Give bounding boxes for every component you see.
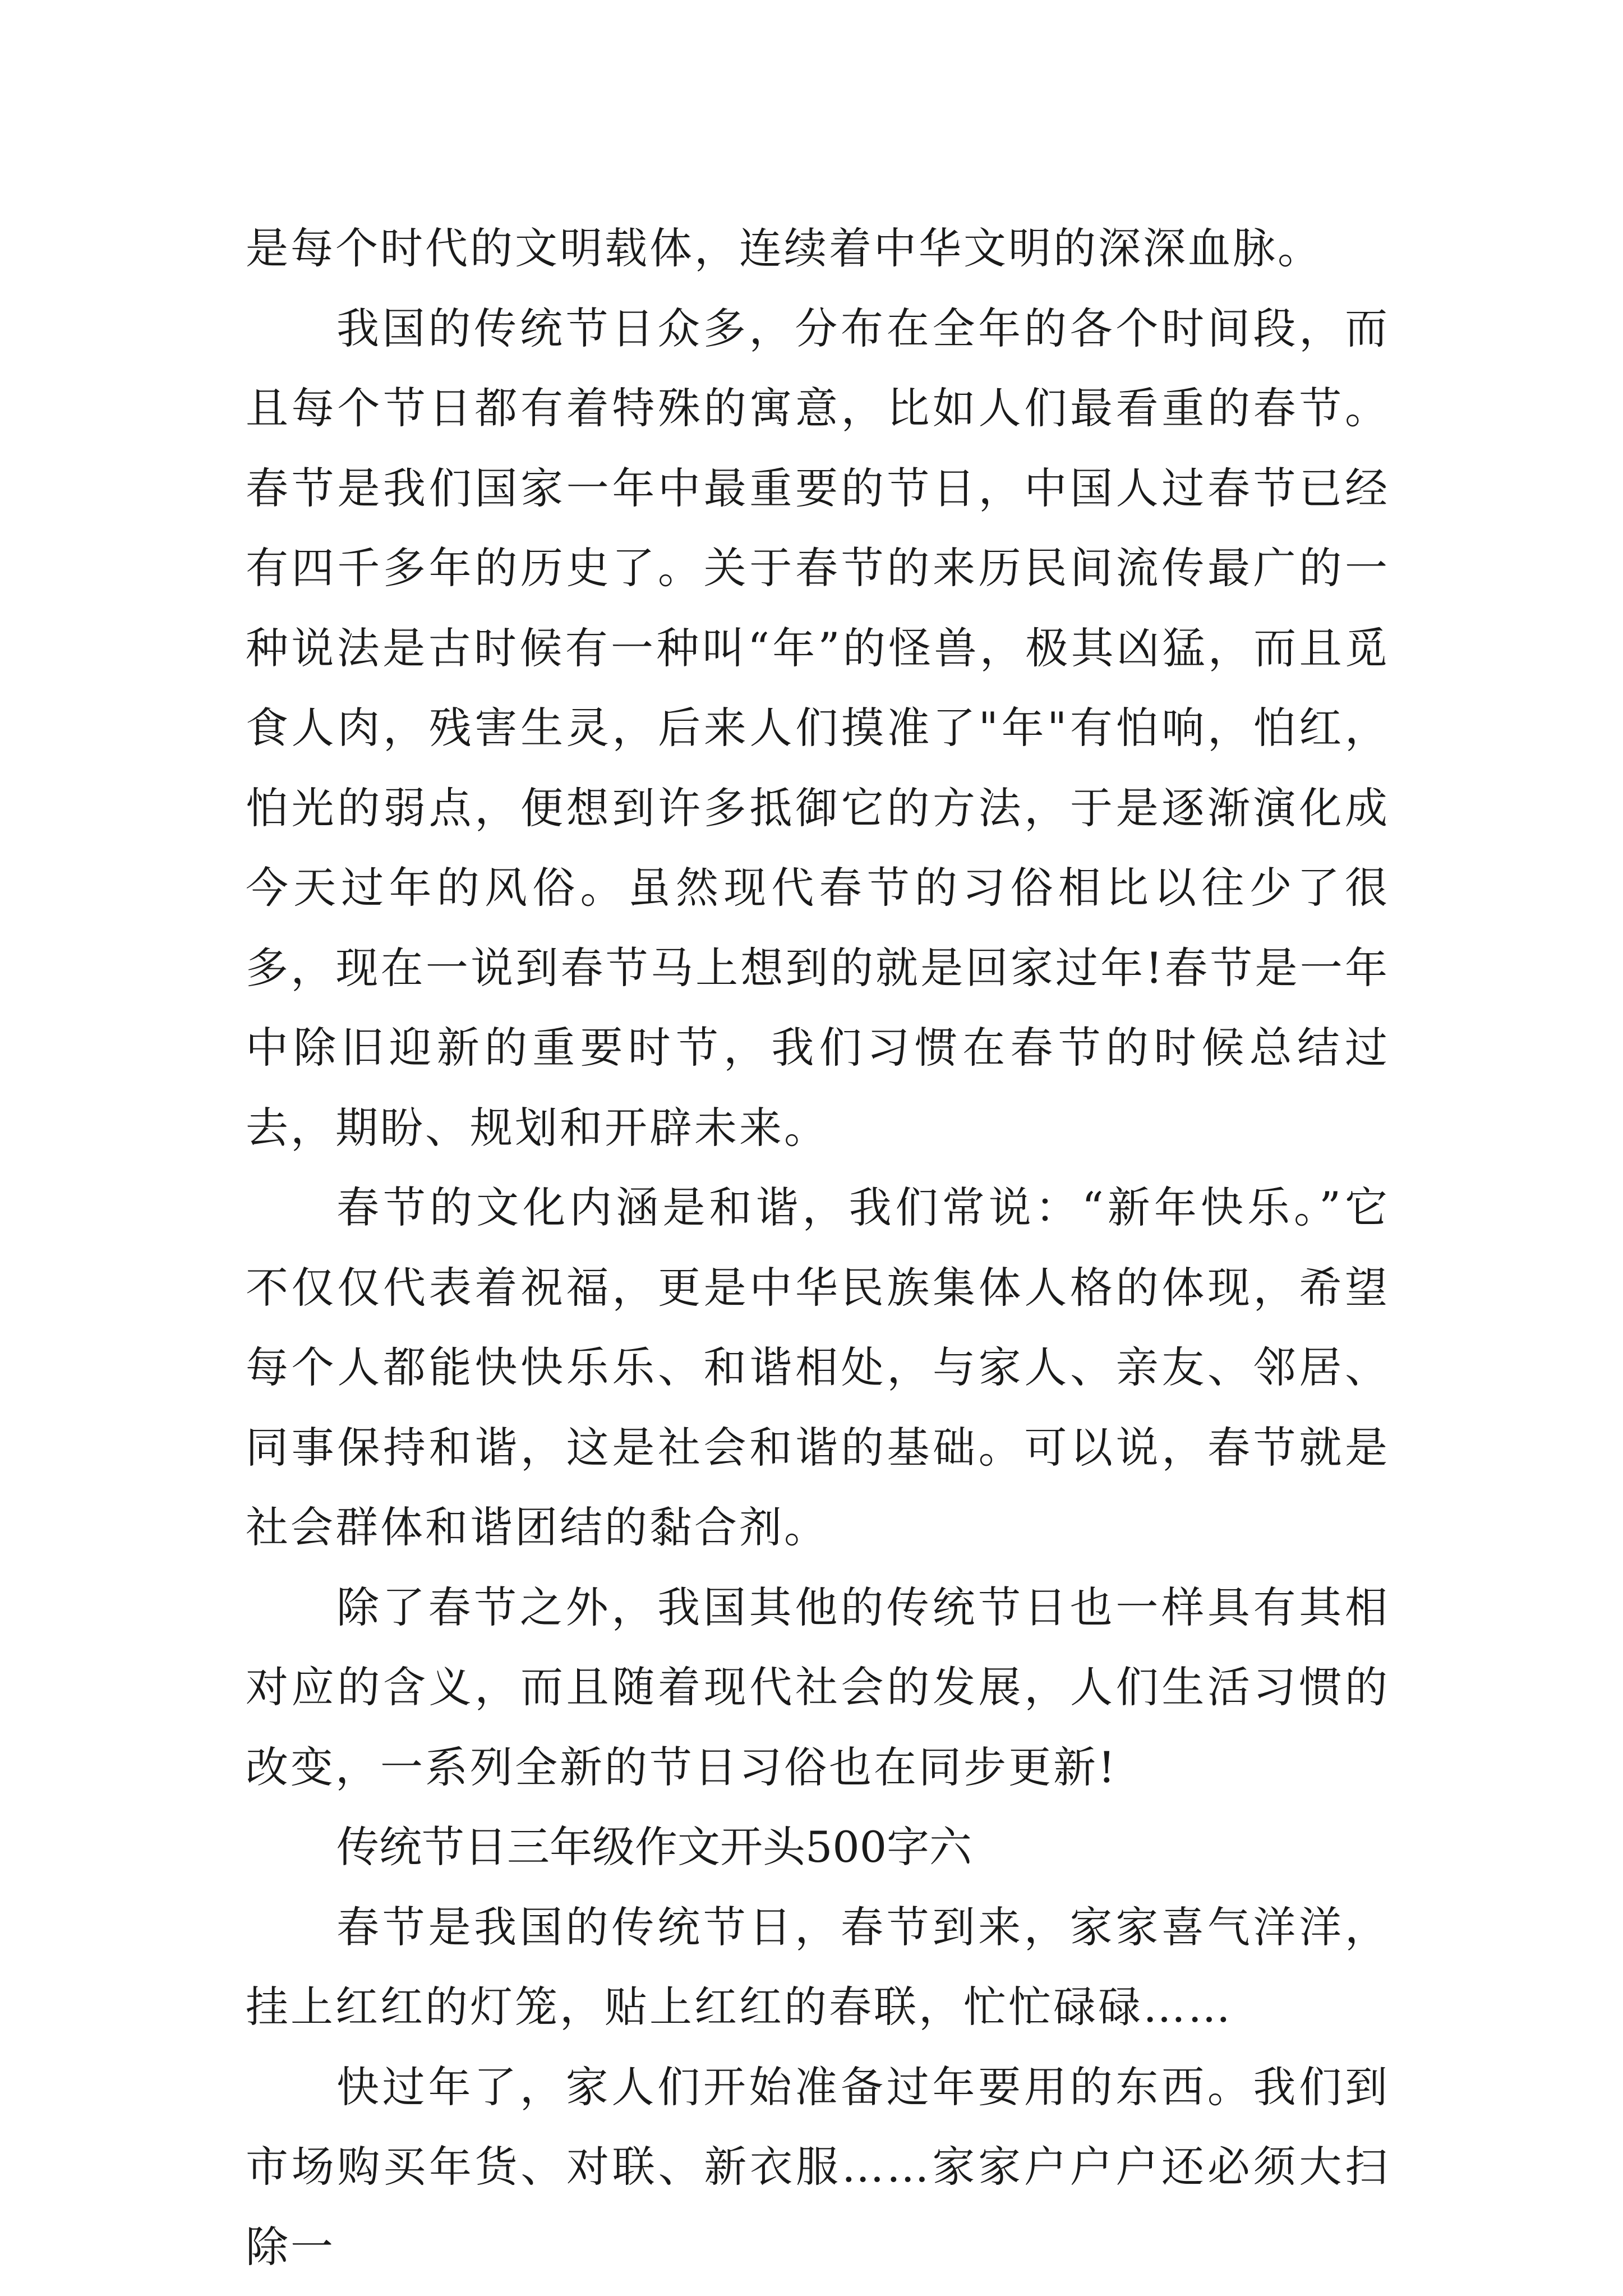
paragraph-other-festivals: 除了春节之外，我国其他的传统节日也一样具有其相对应的含义，而且随着现代社会的发展，人们生活习惯的改变，一系列全新的节日习俗也在同步更新! — [246, 1582, 1390, 1792]
paragraph-spring-festival-arrives: 春节是我国的传统节日，春节到来，家家喜气洋洋，挂上红红的灯笼，贴上红红的春联，忙忙碌碌…… — [246, 1902, 1390, 2032]
essay-heading: 传统节日三年级作文开头500字六 — [336, 1822, 972, 1872]
paragraph-spring-festival-harmony: 春节的文化内涵是和谐，我们常说：“新年快乐。”它不仅仅代表着祝福，更是中华民族集体人格的体现，希望每个人都能快快乐乐、和谐相处，与家人、亲友、邻居、同事保持和谐，这是社会和谐的基础。可以说，春节就是社会群体和谐团结的黏合剂。 — [246, 1182, 1390, 1552]
paragraph-preparing-new-year: 快过年了，家人们开始准备过年要用的东西。我们到市场购买年货、对联、新衣服……家家户户户还必须大扫除一 — [246, 2062, 1390, 2272]
document-body — [246, 209, 1390, 2287]
paragraph-continuation: 是每个时代的文明载体，连续着中华文明的深深血脉。 — [246, 223, 1322, 273]
paragraph-traditional-festivals: 我国的传统节日众多，分布在全年的各个时间段，而且每个节日都有着特殊的寓意，比如人们最看重的春节。春节是我们国家一年中最重要的节日，中国人过春节已经有四千多年的历史了。关于春节的来历民间流传最广的一种说法是古时候有一种叫“年”的怪兽，极其凶猛，而且觅食人肉，残害生灵，后来人们摸准了"年"有怕响，怕红，怕光的弱点，便想到许多抵御它的方法，于是逐渐演化成今天过年的风俗。虽然现代春节的习俗相比以往少了很多，现在一说到春节马上想到的就是回家过年!春节是一年中除旧迎新的重要时节，我们习惯在春节的时候总结过去，期盼、规划和开辟未来。 — [246, 303, 1390, 1153]
